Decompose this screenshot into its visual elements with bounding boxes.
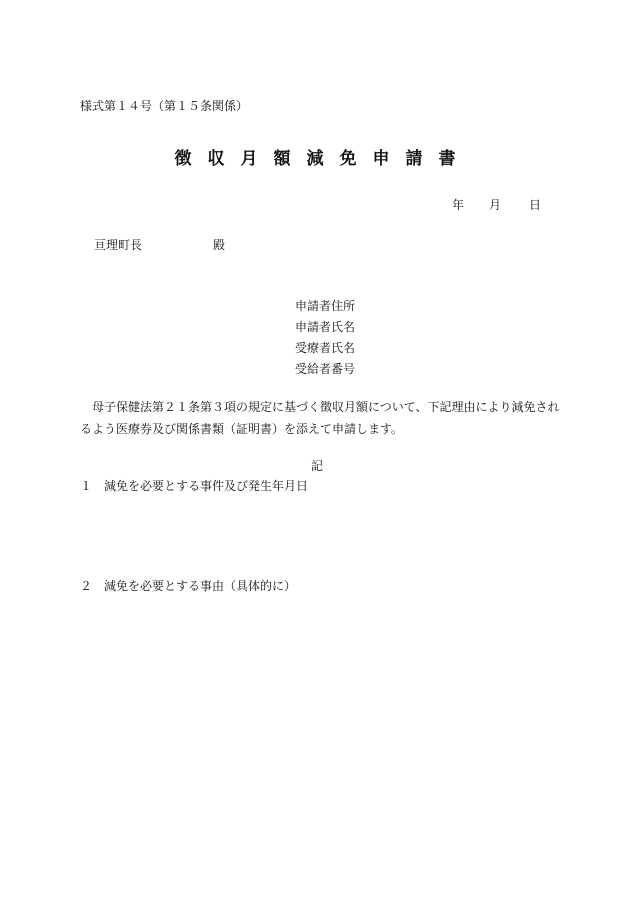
section-number: １ xyxy=(80,479,93,493)
honorific: 殿 xyxy=(213,238,226,252)
document-title: 徴収月額減免申請書 xyxy=(174,149,472,169)
recipient-number-label: 受給者番号 xyxy=(295,362,356,376)
date-day-label: 日 xyxy=(529,198,542,212)
patient-name-label: 受療者氏名 xyxy=(295,341,356,355)
section-item xyxy=(80,577,296,594)
application-body-text: 母子保健法第２１条第３項の規定に基づく徴収月額について、下記理由により減免されるよう医療券及び関係書類（証明書）を添えて申請します。 xyxy=(80,400,560,436)
applicant-address-label: 申請者住所 xyxy=(295,299,356,313)
addressee: 亘理町長 xyxy=(94,238,143,252)
form-number: 様式第１４号（第１５条関係） xyxy=(80,99,249,113)
section-number: ２ xyxy=(80,579,93,593)
applicant-name-label: 申請者氏名 xyxy=(295,320,356,334)
section-item xyxy=(80,477,308,494)
section-text: 減免を必要とする事由（具体的に） xyxy=(104,579,297,593)
date-year-label: 年 xyxy=(452,198,465,212)
applicant-fields xyxy=(295,296,355,380)
ki-label: 記 xyxy=(311,459,324,473)
date-line xyxy=(452,196,541,213)
date-month-label: 月 xyxy=(489,198,502,212)
section-text: 減免を必要とする事件及び発生年月日 xyxy=(104,479,309,493)
